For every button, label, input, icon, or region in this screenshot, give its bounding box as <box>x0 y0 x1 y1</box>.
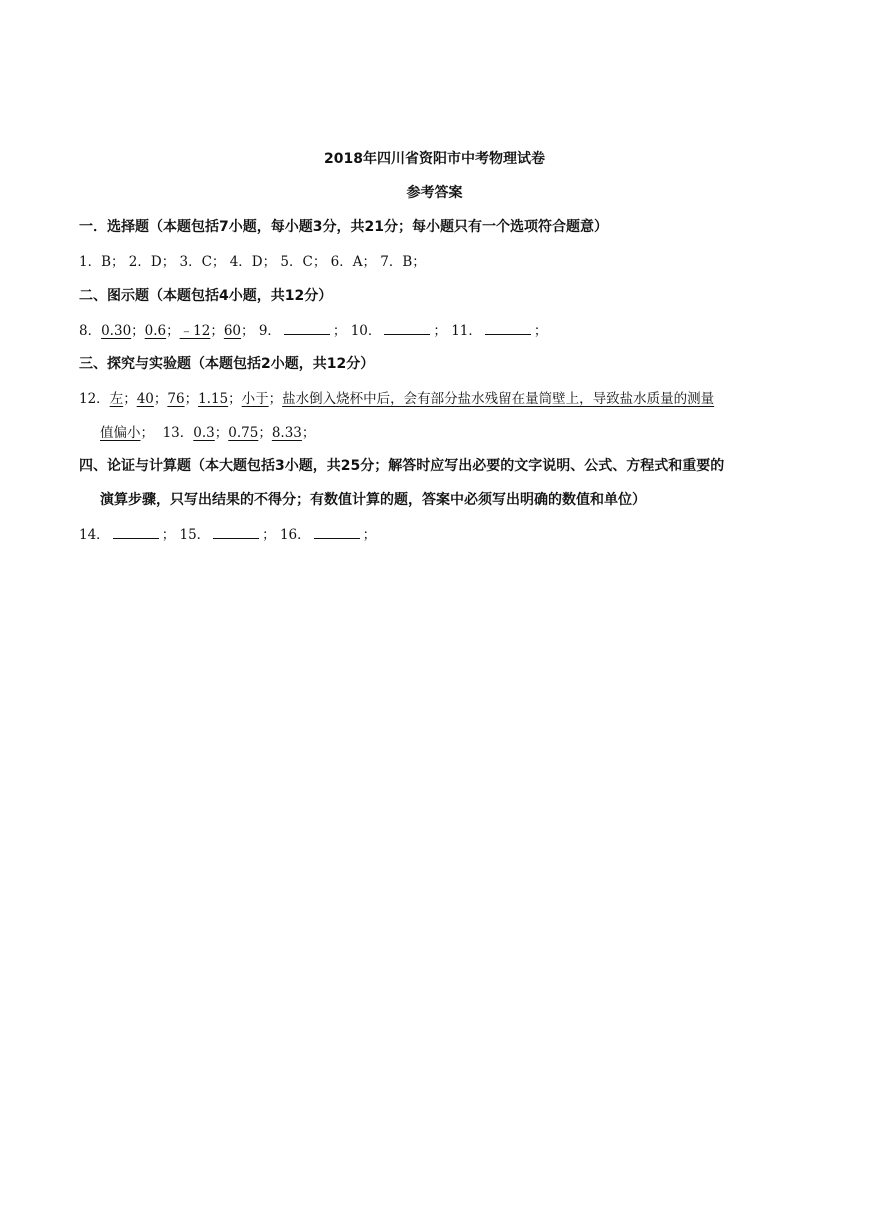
answer-9-blank <box>284 322 330 335</box>
answer-12-5: 小于 <box>241 391 269 407</box>
question-14-number: 14． <box>79 527 110 543</box>
answer-11-blank <box>485 322 531 335</box>
answer-15-blank <box>213 526 259 539</box>
question-15-number: 15． <box>179 527 211 543</box>
section-4-heading-line-1: 四、论证与计算题（本大题包括3小题，共25分；解答时应写出必要的文字说明、公式、方程式和重要的 <box>79 458 725 474</box>
answer-12-3: 76 <box>167 391 185 407</box>
answer-10-blank <box>384 322 430 335</box>
answer-12-4: 1.15 <box>198 391 229 407</box>
section-4-heading-line-2: 演算步骤，只写出结果的不得分；有数值计算的题，答案中必须写出明确的数值和单位） <box>100 492 646 508</box>
answer-13-1: 0.3 <box>193 425 215 441</box>
section-3-heading: 三、探究与实验题（本题包括2小题，共12分） <box>79 356 375 372</box>
answer-8-4: 60 <box>223 323 242 339</box>
answer-8-3: ﹣12 <box>179 323 211 339</box>
question-8-number: 8． <box>79 323 102 339</box>
answer-12-6-cont: 值偏小 <box>100 425 141 441</box>
answer-16-blank <box>314 526 360 539</box>
answer-12-2: 40 <box>136 391 154 407</box>
section-1-heading: 一．选择题（本题包括7小题，每小题3分，共21分；每小题只有一个选项符合题意） <box>79 219 608 235</box>
answer-13-3: 8.33 <box>271 425 302 441</box>
question-16-number: 16． <box>279 527 311 543</box>
section-3-answers-line-1: 12．左；40；76；1.15；小于；盐水倒入烧杯中后，会有部分盐水残留在量筒壁上，导致盐水质量的测量 <box>79 391 715 407</box>
question-9-number: 9． <box>258 323 281 339</box>
question-13-number: 13． <box>162 425 194 441</box>
section-4-answers: 14． ； 15． ； 16． ； <box>79 527 377 543</box>
answer-8-1: 0.30 <box>101 323 132 339</box>
answer-12-6: 盐水倒入烧杯中后，会有部分盐水残留在量筒壁上，导致盐水质量的测量 <box>282 391 715 407</box>
section-1-answers: 1．B； 2．D； 3．C； 4．D； 5．C； 6．A； 7．B； <box>79 254 426 270</box>
answer-14-blank <box>113 526 159 539</box>
answer-12-1: 左 <box>109 391 124 407</box>
question-12-number: 12． <box>79 391 110 407</box>
answer-8-2: 0.6 <box>144 323 167 339</box>
section-3-answers-line-2: 值偏小； 13．0.3；0.75；8.33； <box>100 425 316 441</box>
question-10-number: 10． <box>350 323 382 339</box>
question-11-number: 11． <box>451 323 482 339</box>
answer-13-2: 0.75 <box>228 425 259 441</box>
section-2-heading: 二、图示题（本题包括4小题，共12分） <box>79 288 333 304</box>
section-2-answers: 8．0.30；0.6；﹣12；60； 9． ； 10． ； 11． ； <box>79 323 548 339</box>
page-subtitle: 参考答案 <box>406 185 463 201</box>
page-title: 2018年四川省资阳市中考物理试卷 <box>324 151 545 167</box>
